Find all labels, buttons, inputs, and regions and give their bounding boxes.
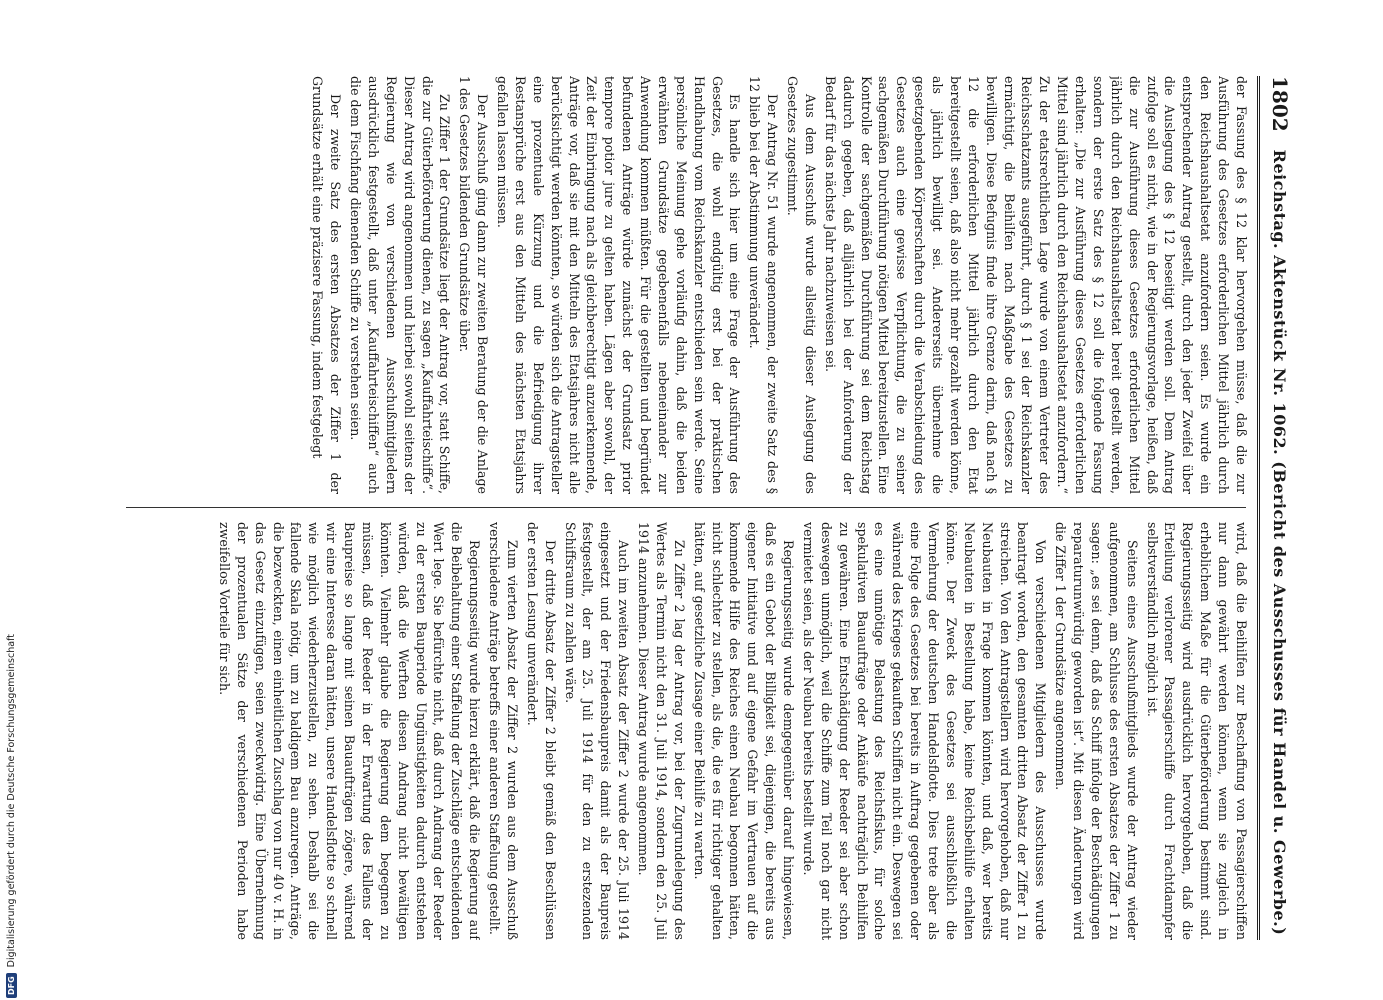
left-column bbox=[120, 76, 1250, 494]
paragraph: Aus dem Ausschuß wurde allseitig dieser Auslegung des Gesetzes zugestimmt. bbox=[785, 76, 818, 494]
paragraph: Zum vierten Absatz der Ziffer 2 wurden aus dem Ausschuß verschiedene Anträge betreffs einer anderen Staffelung gestellt. bbox=[487, 522, 520, 940]
paragraph: Auch im zweiten Absatz der Ziffer 2 wurde der 25. Juli 1914 eingesetzt und der Friedensbaupreis damit als der Baupreis festgestellt, der am 25. Juli 1914 für den zu erstezenden Schiffsraum zu zahlen wäre. bbox=[562, 522, 632, 940]
page-number: 1802 bbox=[1268, 76, 1292, 132]
paragraph: Seitens eines Ausschußmitglieds wurde der Antrag wieder aufgenommen, am Schlusse des ersten Absatzes der Ziffer 1 zu sagen: „es sei denn, daß das Schiff infolge der Beschädigungen reparaturunwürdig geworden ist“. Mit diesen Änderungen wird die Ziffer 1 der Grundsätze angenommen. bbox=[1053, 522, 1140, 940]
paragraph: Es handle sich hier um eine Frage der Ausführung des Gesetzes, die wohl endgültig erst bei der praktischen Handhabung vom Reichskanzler entschieden sein werde. Seine persönliche Meinung gehe vorläufig dahin, daß die beiden erwähnten Grundsätze gegebenenfalls nebeneinander zur Anwendung kommen müßten. Für die gestellten und begründet befundenen Anträge würde zunächst der Grundsatz prior tempore potior jure zu gelten haben. Lägen aber sowohl, der Zeit der Einbringung nach als gleichberechtigt anzuerkennende, Anträge vor, daß sie mit den Mitteln des Etatsjahres nicht alle berücksichtigt werden könnten, so würden sich die Antragsteller eine prozentuale Kürzung und die Befriedigung ihrer Restansprüche erst aus den Mitteln des nächsten Etatsjahrs gefallen lassen müssen. bbox=[495, 76, 743, 494]
paragraph: Der zweite Satz des ersten Absatzes der Ziffer 1 der Grundsätze erhält eine präzisere Fassung, indem festgelegt bbox=[310, 76, 344, 494]
running-title: Reichstag. Aktenstück Nr. 1062. (Bericht des Ausschusses für Handel u. Gewerbe.) bbox=[1270, 149, 1290, 936]
paragraph: Regierungsseitig wurde hierzu erklärt, daß die Regierung auf die Beibehaltung einer Staffelung der Zuschläge entscheidenden Wert lege. Sie befürchte nicht, daß durch Andrang der Reeder zu der ersten Bauperiode Ungünstigkeiten dadurch entstehen würden, daß die Werften diesen Andrang nicht bewältigen könnten. Vielmehr glaube die Regierung dem begegnen zu müssen, daß der Reeder in der Erwartung des Fallens der Baupreise so lange mit seinen Bauaufträgen zögere, während wir eine Interesse daran hätten, unsere Handelsflotte so schnell wie möglich wiederherzustellen, zu sehen. Deshalb sei die fallende Skala nötig, um zu baldigem Bau anzuregen. Anträge, die bezweckten, einen einheitlichen Zuschlag von nur 40 v. H. in das Gesetz einzufügen, seien zweckwidrig. Eine Übernehmung der prozentualen Sätze der verschiedenen Perioden habe zweifellos Vorteile für sich. bbox=[217, 522, 483, 940]
paragraph: Regierungsseitig wurde demgegenüber darauf hingewiesen, daß es ein Gebot der Billigkeit sei, diejenigen, die bereits aus eigener Initiative und auf eigene Gefahr im Vertrauen auf die kommende Hilfe des Reiches einen Neubau begonnen hätten, nicht schlechter zu stellen, als die, die es für richtiger gehalten hätten, auf gesetzliche Zusage einer Beihilfe zu warten. bbox=[691, 522, 797, 940]
page-header bbox=[1257, 76, 1300, 940]
page-content bbox=[110, 76, 1300, 940]
paragraph: Zu Ziffer 2 lag der Antrag vor, bei der Zugrundelegung des Wertes als Termin nicht den 31. Juli 1914, sondern den 25. Juli 1914 anzunehmen. Dieser Antrag wurde angenommen. bbox=[636, 522, 687, 940]
scanned-page bbox=[110, 76, 1300, 940]
right-column bbox=[120, 522, 1250, 940]
paragraph: Zu Ziffer 1 der Grundsätze liegt der Antrag vor, statt Schiffe, die zur Güterbeförderung dienen, zu sagen „Kauffahrteischiffe“. Dieser Antrag wird angenommen und hierbei sowohl seitens der Regierung wie von verschiedenen Ausschußmitgliedern ausdrücklich festgestellt, daß unter „Kauffahrteischiffen“ auch die dem Fischfang dienenden Schiffe zu verstehen seien. bbox=[348, 76, 453, 494]
paragraph: Von verschiedenen Mitgliedern des Ausschusses wurde beantragt worden, den gesamten dritten Absatz der Ziffer 1 zu streichen. Von den Antragstellern wird hervorgehoben, daß nur Neubauten in Frage kommen könnten, und daß, wer bereits Neubauten in Bestellung habe, keine Reichsbeihilfe erhalten könne. Der Zweck des Gesetzes sei ausschließlich die Vermehrung der deutschen Handelsflotte. Dies trete aber als eine Folge des Gesetzes bei bereits in Auftrag gegebenen oder während des Krieges gekauften Schiffen nicht ein. Deswegen sei es eine unnötige Belastung des Reichsfiskus, für solche spekulativen Bauaufträge oder Ankäufe nachträglich Beihilfen zu gewähren. Eine Entschädigung der Reeder sei aber schon deswegen unmöglich, weil die Schiffe zum Teil noch gar nicht vermietet seien, als der Neubau bereits bestellt wurde. bbox=[801, 522, 1049, 940]
paragraph: Der dritte Absatz der Ziffer 2 bleibt gemäß den Beschlüssen der ersten Lesung unverändert. bbox=[524, 522, 558, 940]
paragraph: der Fassung des § 12 klar hervorgehen müsse, daß die zur Ausführung des Gesetzes erforderlichen Mittel jährlich durch den Reichshaushaltsetat anzufordern seien. Es wurde ein entsprechender Antrag gestellt, durch den jeder Zweifel über die Auslegung des § 12 beseitigt werden soll. Dem Antrag zufolge soll es nicht, wie in der Regierungsvorlage, heißen, daß die zur Ausführung dieses Gesetzes erforderlichen Mittel jährlich durch den Reichshaushaltsetat bereit gestellt werden, sondern der erste Satz des § 12 soll die folgende Fassung erhalten: „Die zur Ausführung dieses Gesetzes erforderlichen Mittel sind jährlich durch den Reichshaushaltsetat anzufordern.“ Zu der etatsrechtlichen Lage wurde von einem Vertreter des Reichsschatzamts ausgeführt, durch § 1 sei der Reichskanzler ermächtigt, die Beihilfen nach Maßgabe des Gesetzes zu bewilligen. Diese Befugnis finde ihre Grenze darin, daß nach § 12 die erforderlichen Mittel jährlich durch den Etat bereitgestellt seien, daß also nicht mehr gezahlt werden könne, als jährlich bewilligt sei. Andererseits übernehme die gesetzgebenden Körperschaften durch die Verabschiedung des Gesetzes auch eine gewisse Verpflichtung, die zu seiner sachgemäßen Durchführung nötigen Mittel bereitzustellen. Eine Kontrolle der sachgemäßen Durchführung sei dem Reichstag dadurch gegeben, daß alljährlich bei der Anforderung der Bedarf für das nächste Jahr nachzuweisen sei. bbox=[822, 76, 1249, 494]
dfg-logo: DFG bbox=[6, 973, 17, 998]
paragraph: wird, daß die Beihilfen zur Beschaffung von Passagierschiffen nur dann gewährt werden können, wenn sie zugleich in erheblichem Maße für die Güterbeförderung bestimmt sind. Regierungsseitig wird ausdrücklich hervorgehoben, daß die Erteilung verlorener Passagierschiffe durch Frachtdampfer selbstverständlich möglich ist. bbox=[1144, 522, 1249, 940]
side-caption bbox=[0, 0, 22, 1000]
paragraph: Der Ausschuß ging dann zur zweiten Beratung der die Anlage 1 des Gesetzes bildenden Grundsätze über. bbox=[457, 76, 491, 494]
digitization-credit: Digitalisierung gefördert durch die Deutsche Forschungsgemeinschaft bbox=[5, 634, 17, 968]
paragraph: Der Antrag Nr. 51 wurde angenommen, der zweite Satz des § 12 blieb bei der Abstimmung unverändert. bbox=[747, 76, 781, 494]
column-divider bbox=[126, 507, 1246, 508]
